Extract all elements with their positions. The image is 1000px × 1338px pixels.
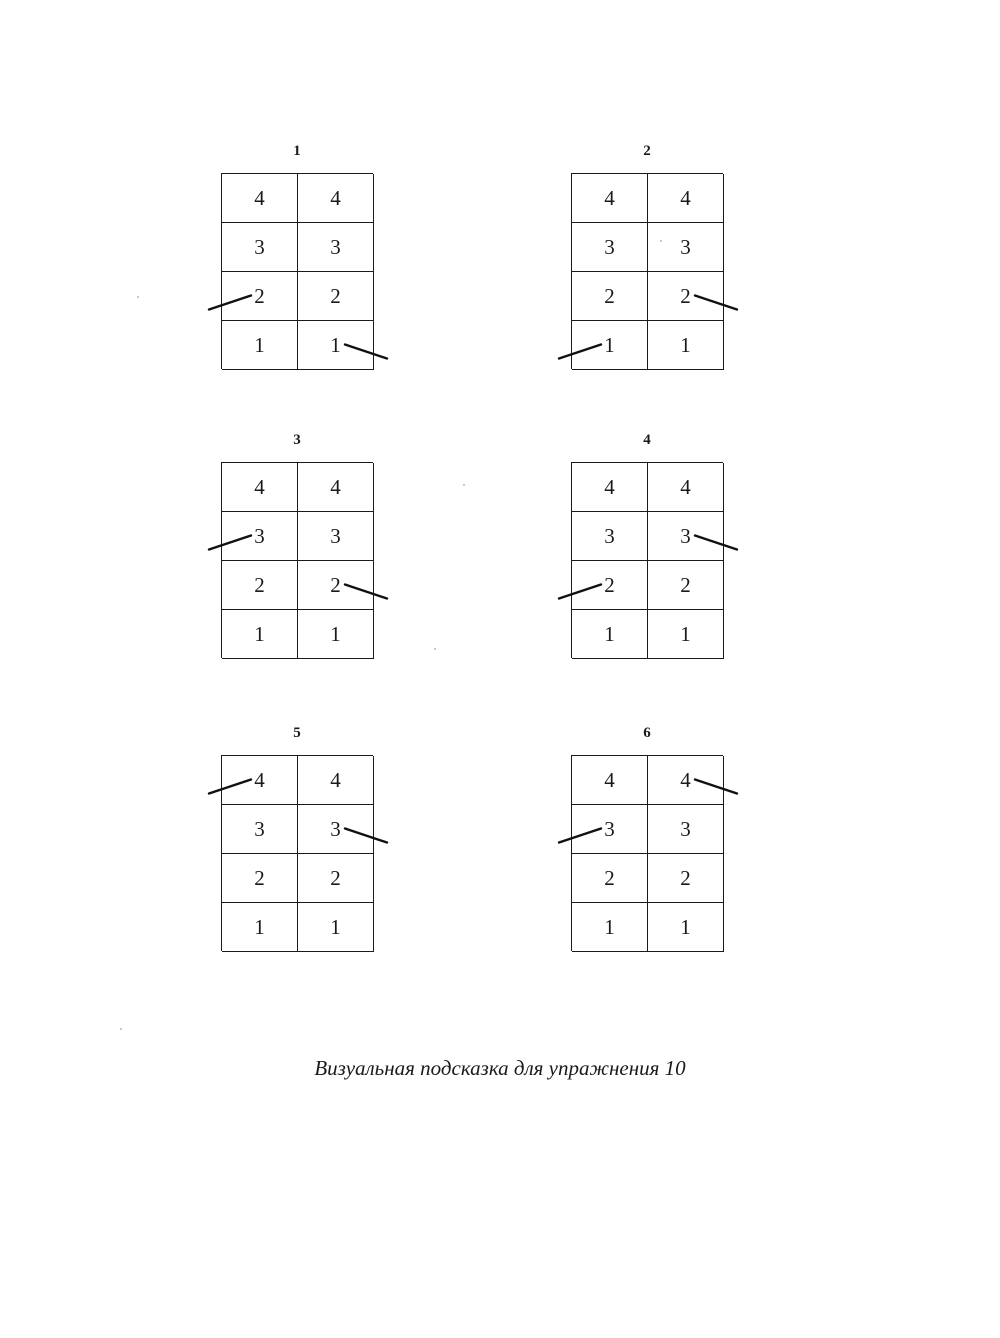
grid-cell — [222, 272, 298, 321]
grid-cell — [572, 463, 648, 512]
cell-value: 4 — [604, 474, 615, 499]
cell-value: 3 — [254, 816, 265, 841]
scan-speck — [120, 1028, 122, 1030]
grid-cell — [572, 610, 648, 659]
diagram-6 — [571, 725, 723, 951]
cell-value: 2 — [604, 572, 615, 597]
grid-cell — [222, 174, 298, 223]
grid-cell — [648, 756, 724, 805]
cell-value: 3 — [604, 234, 615, 259]
grid-cell — [648, 321, 724, 370]
grid-cell — [572, 903, 648, 952]
cell-value: 2 — [330, 283, 341, 308]
grid-cell — [572, 805, 648, 854]
scan-speck — [660, 240, 662, 242]
grid-cell — [298, 805, 374, 854]
cell-value: 4 — [254, 767, 265, 792]
cell-value: 2 — [604, 865, 615, 890]
cell-value: 2 — [254, 572, 265, 597]
cell-value: 1 — [680, 621, 691, 646]
diagram-number: 2 — [643, 143, 651, 159]
cell-value: 3 — [680, 816, 691, 841]
scan-speck — [434, 648, 436, 650]
diagram-number: 4 — [643, 432, 651, 448]
grid-cell — [222, 903, 298, 952]
grid-cell — [298, 756, 374, 805]
cell-value: 1 — [604, 621, 615, 646]
cell-value: 2 — [680, 865, 691, 890]
scan-speck — [463, 484, 465, 486]
cell-value: 1 — [254, 914, 265, 939]
grid-cell — [648, 223, 724, 272]
diagram-grid — [571, 173, 723, 369]
cell-value: 4 — [330, 474, 341, 499]
cell-value: 4 — [254, 185, 265, 210]
diagram-grid — [571, 755, 723, 951]
diagram-4 — [571, 432, 723, 658]
cell-value: 4 — [604, 767, 615, 792]
diagram-3 — [221, 432, 373, 658]
figure-caption: Визуальная подсказка для упражнения 10 — [314, 1056, 686, 1080]
cell-value: 1 — [680, 914, 691, 939]
cell-value: 4 — [680, 767, 691, 792]
cell-value: 4 — [680, 474, 691, 499]
grid-cell — [222, 805, 298, 854]
cell-value: 1 — [330, 332, 341, 357]
cell-value: 3 — [604, 523, 615, 548]
grid-cell — [222, 610, 298, 659]
diagram-number: 5 — [293, 725, 301, 741]
grid-cell — [648, 272, 724, 321]
grid-cell — [648, 854, 724, 903]
cell-value: 1 — [604, 914, 615, 939]
grid-cell — [298, 561, 374, 610]
grid-cell — [298, 272, 374, 321]
cell-value: 1 — [604, 332, 615, 357]
cell-value: 3 — [330, 816, 341, 841]
diagram-1 — [221, 143, 373, 369]
grid-cell — [648, 610, 724, 659]
cell-value: 1 — [254, 621, 265, 646]
cell-value: 4 — [254, 474, 265, 499]
cell-value: 2 — [680, 572, 691, 597]
grid-cell — [298, 610, 374, 659]
grid-cell — [222, 463, 298, 512]
cell-value: 1 — [330, 621, 341, 646]
diagram-grid — [571, 462, 723, 658]
grid-cell — [298, 512, 374, 561]
cell-value: 4 — [330, 185, 341, 210]
cell-value: 3 — [330, 523, 341, 548]
cell-value: 3 — [254, 523, 265, 548]
grid-cell — [648, 463, 724, 512]
grid-cell — [222, 321, 298, 370]
diagram-grid — [221, 173, 373, 369]
cell-value: 2 — [330, 572, 341, 597]
cell-value: 3 — [254, 234, 265, 259]
diagram-grid — [221, 462, 373, 658]
cell-value: 2 — [254, 283, 265, 308]
cell-value: 2 — [330, 865, 341, 890]
cell-value: 1 — [680, 332, 691, 357]
grid-cell — [648, 561, 724, 610]
diagram-number: 3 — [293, 432, 301, 448]
grid-cell — [648, 174, 724, 223]
cell-value: 4 — [604, 185, 615, 210]
cell-value: 3 — [330, 234, 341, 259]
grid-cell — [222, 223, 298, 272]
grid-cell — [648, 512, 724, 561]
grid-cell — [572, 561, 648, 610]
grid-cell — [298, 223, 374, 272]
grid-cell — [648, 805, 724, 854]
cell-value: 3 — [680, 234, 691, 259]
grid-cell — [298, 321, 374, 370]
grid-cell — [298, 854, 374, 903]
diagram-number: 1 — [293, 143, 301, 159]
diagram-5 — [221, 725, 373, 951]
grid-cell — [572, 756, 648, 805]
grid-cell — [572, 174, 648, 223]
diagram-number: 6 — [643, 725, 651, 741]
cell-value: 3 — [604, 816, 615, 841]
cell-value: 1 — [330, 914, 341, 939]
grid-cell — [298, 174, 374, 223]
diagram-grid — [221, 755, 373, 951]
scan-speck — [137, 296, 139, 298]
grid-cell — [222, 561, 298, 610]
grid-cell — [572, 854, 648, 903]
grid-cell — [572, 512, 648, 561]
grid-cell — [222, 512, 298, 561]
cell-value: 2 — [254, 865, 265, 890]
cell-value: 4 — [330, 767, 341, 792]
grid-cell — [648, 903, 724, 952]
grid-cell — [572, 223, 648, 272]
grid-cell — [222, 756, 298, 805]
cell-value: 2 — [680, 283, 691, 308]
grid-cell — [222, 854, 298, 903]
grid-cell — [298, 463, 374, 512]
cell-value: 4 — [680, 185, 691, 210]
grid-cell — [298, 903, 374, 952]
cell-value: 1 — [254, 332, 265, 357]
cell-value: 3 — [680, 523, 691, 548]
cell-value: 2 — [604, 283, 615, 308]
diagram-2 — [571, 143, 723, 369]
grid-cell — [572, 272, 648, 321]
grid-cell — [572, 321, 648, 370]
